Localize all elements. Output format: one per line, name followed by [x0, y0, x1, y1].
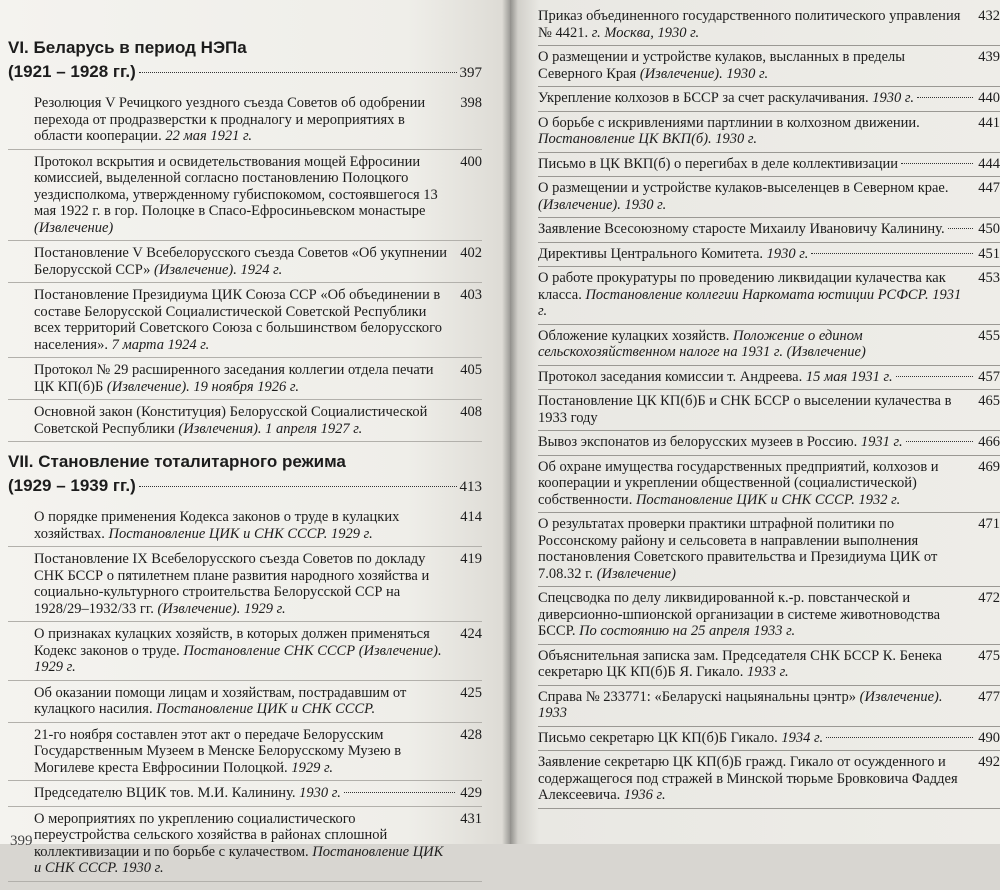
toc-entry-content [538, 730, 823, 747]
toc-entry-title: Письмо в ЦК ВКП(б) о перегибах в деле коллективизации [538, 155, 899, 172]
toc-entry-title: Председателю ВЦИК тов. М.И. Калинину. [34, 785, 296, 801]
right-page [510, 0, 1000, 844]
toc-entry-page: 475 [978, 647, 1000, 664]
toc-entry-title: О мероприятиях по укреплению социалистического переустройства сельского хозяйства в районах сплошной коллективизации и по борьбе с кулачеством. [34, 810, 388, 860]
toc-entry-line [538, 328, 1000, 361]
dot-leader [344, 792, 455, 793]
toc-entry-page: 424 [460, 626, 482, 642]
toc-entry-line [538, 369, 1000, 386]
toc-entry-page: 471 [978, 516, 1000, 532]
toc-entry [538, 153, 1000, 178]
toc-entry-title: Постановление ЦК КП(б)Б и СНК БССР о выселении кулачества в 1933 году [538, 393, 952, 426]
toc-entry-content [538, 434, 903, 451]
toc-entry-content [34, 785, 341, 802]
toc-entry [538, 751, 1000, 809]
toc-entry-source: 1933 г. [746, 664, 789, 680]
toc-entry-title: Основной закон (Конституция) Белорусской Социалистической Советской Республики [34, 404, 428, 437]
toc-entry-source: 1931 г. [860, 434, 903, 450]
toc-entry [538, 6, 1000, 46]
toc-entry [538, 267, 1000, 325]
toc-entry-source: (Извлечение). 1929 г. [157, 600, 286, 617]
toc-entry-source: 1930 г. [766, 245, 809, 262]
toc-entry-content [538, 115, 970, 148]
toc-entry-line [34, 362, 482, 395]
toc-entry-page: 398 [460, 95, 482, 111]
toc-entry [8, 723, 482, 782]
toc-entry-page: 469 [978, 458, 1000, 475]
toc-entry-title: О работе прокуратуры по проведению ликвидации кулачества как класса. [538, 270, 946, 303]
toc-entry-line [34, 626, 482, 676]
toc-entry-line [538, 393, 1000, 426]
toc-entry-line [538, 459, 1000, 509]
toc-entry-page: 490 [978, 729, 1000, 746]
toc-entry-content [34, 509, 452, 542]
toc-entry-title: О признаках кулацких хозяйств, в которых должен применяться Кодекс законов о труде. [34, 626, 430, 659]
toc-entry [8, 622, 482, 681]
section-title: VI. Беларусь в период НЭПа [8, 38, 247, 57]
toc-entry-source: 1934 г. [781, 729, 824, 746]
toc-entry-line [538, 730, 1000, 747]
toc-entry-content [538, 459, 970, 509]
toc-entry-title: Укрепление колхозов в БССР за счет раскулачивания. [538, 90, 869, 106]
dot-leader [139, 72, 457, 73]
toc-entry-line [538, 590, 1000, 640]
toc-entry-title: Объяснительная записка зам. Председателя СНК БССР К. Бенека секретарю ЦК КП(б)Б Я. Гикало. [538, 647, 942, 680]
toc-entry-source: 1929 г. [291, 759, 334, 776]
toc-entry-content [34, 685, 452, 718]
toc-entry-content [34, 404, 452, 437]
toc-entry [8, 781, 482, 807]
toc-entry-line [34, 154, 482, 237]
toc-entry-content [538, 246, 808, 263]
toc-entry [8, 91, 482, 150]
toc-entry-line [34, 245, 482, 278]
toc-entry-line [538, 221, 1000, 238]
toc-entry-content [538, 516, 970, 582]
toc-entry [538, 177, 1000, 218]
right-column [538, 6, 1000, 809]
toc-entry-source: Постановление СНК СССР (Извлечение). 1929 г. [34, 642, 442, 675]
toc-entry-source: 22 мая 1921 г. [165, 128, 253, 144]
toc-entry-source: 7 марта 1924 г. [111, 336, 210, 353]
toc-entry-page: 429 [460, 785, 482, 801]
toc-entry-line [538, 648, 1000, 681]
toc-entry-page: 400 [460, 153, 482, 170]
toc-entry-page: 431 [460, 810, 482, 827]
toc-entry-title: Заявление Всесоюзному старосте Михаилу Ивановичу Калинину. [538, 221, 945, 237]
toc-entry-source: 1930 г. [872, 90, 914, 106]
dot-leader [948, 228, 974, 229]
dot-leader [826, 737, 973, 738]
dot-leader [896, 376, 974, 377]
toc-entry-content [34, 727, 452, 777]
toc-entry [8, 283, 482, 358]
toc-entry-content [538, 648, 970, 681]
toc-entry [538, 645, 1000, 686]
toc-entry-line [34, 95, 482, 145]
toc-entry-page: 492 [978, 754, 1000, 770]
toc-entry-title: Постановление Президиума ЦИК Союза ССР «Об объединении в составе Белорусской Социалистической Советской Республики всех территорий Советского Союза с большинством белорусского населения». [34, 287, 442, 353]
toc-entry-title: Обложение кулацких хозяйств. [538, 327, 730, 344]
toc-entry-title: Письмо секретарю ЦК КП(б)Б Гикало. [538, 729, 778, 746]
toc-entry-title: 21-го ноября составлен этот акт о передаче Белорусским Государственным Музеем в Менске Белорусскому Музею в Могилеве креста Евфросинии Полоцкой. [34, 726, 402, 776]
toc-entry-line [34, 727, 482, 777]
left-column [8, 36, 482, 890]
toc-entry-title: Справа № 233771: «Беларускі нацыянальны цэнтр» [538, 688, 856, 705]
toc-entry-page: 408 [460, 404, 482, 420]
toc-entry [538, 727, 1000, 752]
toc-entry [8, 150, 482, 242]
toc-entry-page: 444 [978, 155, 1000, 172]
toc-entry-content [538, 689, 970, 722]
toc-entry-page: 432 [978, 8, 1000, 24]
dot-leader [811, 253, 973, 254]
toc-entry-page: 403 [460, 287, 482, 303]
toc-entry-source: Постановление ЦИК и СНК СССР. 1929 г. [108, 525, 373, 542]
toc-entry-line [538, 90, 1000, 107]
section-years: (1929 – 1939 гг.) [8, 476, 136, 495]
toc-entry-content [538, 393, 970, 426]
toc-entry-line [538, 754, 1000, 804]
toc-entry-content [34, 626, 452, 676]
toc-entry-content [538, 328, 970, 361]
toc-entry-content [538, 369, 893, 386]
toc-entry-title: Директивы Центрального Комитета. [538, 245, 764, 262]
toc-entry [538, 218, 1000, 243]
toc-entry-source: Постановление ЦИК и СНК СССР. 1932 г. [635, 491, 901, 508]
toc-entry-title: Спецсводка по делу ликвидированной к.-р. повстанческой и диверсионно-шпионской организации в системе животноводства БССР. [538, 590, 941, 639]
dot-leader [139, 486, 457, 487]
toc-entry [8, 505, 482, 547]
toc-entry-title: Резолюция V Речицкого уездного съезда Советов об одобрении перехода от продразверстки к продналогу и мероприятиях в области кооперации. [34, 95, 426, 144]
toc-entry-line [538, 516, 1000, 582]
toc-entry-page: 441 [978, 114, 1000, 131]
toc-entry-page: 451 [978, 245, 1000, 262]
toc-entry [8, 241, 482, 283]
toc-entry-line [538, 270, 1000, 320]
toc-entry [8, 400, 482, 442]
toc-entry [8, 358, 482, 400]
toc-entry-source: (Извлечения). 1 апреля 1927 г. [178, 420, 363, 437]
section-years: (1921 – 1928 гг.) [8, 62, 136, 81]
toc-entry-page: 414 [460, 509, 482, 525]
toc-entry-title: О результатах проверки практики штрафной политики по Россонскому району и сельсовета в направлении выполнения постановления Советского правительства и Президиума ЦИК от 7.08.32 г. [538, 516, 938, 582]
toc-entry-source: Положение о едином сельскохозяйственном налоге на 1931 г. (Извлечение) [538, 327, 866, 360]
toc-entry-line [34, 551, 482, 617]
toc-entry [8, 547, 482, 622]
book-gutter [502, 0, 518, 844]
toc-entry-title: О борьбе с искривлениями партлинии в колхозном движении. [538, 114, 920, 131]
toc-entry-page: 453 [978, 270, 1000, 286]
toc-entry-page: 419 [460, 551, 482, 567]
toc-entry-line [538, 49, 1000, 82]
toc-entry-source: 1930 г. [299, 785, 341, 801]
toc-entry-title: Вывоз экспонатов из белорусских музеев в Россию. [538, 434, 858, 450]
toc-entry-page: 472 [978, 590, 1000, 606]
toc-entry-title: Об охране имущества государственных предприятий, колхозов и кооперации и укреплении общественной (социалистической) собственности. [538, 458, 939, 508]
toc-entry [538, 587, 1000, 645]
dot-leader [906, 441, 974, 442]
toc-entry-content [538, 221, 945, 238]
toc-entry-content [34, 95, 452, 145]
toc-entry-title: Заявление секретарю ЦК КП(б)Б гражд. Гикало от осужденного и содержащегося под стражей в Минской тюрьме Бровковича Фаддея Алексеевича. [538, 754, 958, 803]
toc-entry-page: 405 [460, 362, 482, 378]
toc-entry-line [538, 434, 1000, 451]
toc-entry-source: (Извлечение). 19 ноября 1926 г. [106, 378, 299, 395]
toc-entry-title: О размещении и устройстве кулаков, высланных в пределы Северного Края [538, 49, 905, 82]
toc-entry-content [34, 362, 452, 395]
section-title: VII. Становление тоталитарного режима [8, 452, 346, 471]
toc-entry-content [34, 287, 452, 353]
toc-entry-page: 402 [460, 245, 482, 261]
toc-section [8, 450, 482, 499]
toc-entry-line [34, 685, 482, 718]
toc-entry-source: (Извлечение) [596, 565, 676, 582]
toc-entry-title: Приказ объединенного государственного политического управления № 4421. [538, 8, 961, 41]
toc-entry [538, 431, 1000, 456]
toc-entry-page: 466 [978, 434, 1000, 450]
toc-entry [538, 456, 1000, 514]
toc-entry-source: По состоянию на 25 апреля 1933 г. [579, 623, 796, 639]
toc-entry-source: 15 мая 1931 г. [805, 368, 893, 385]
toc-entry-page: 439 [978, 49, 1000, 65]
toc-entry-page: 455 [978, 327, 1000, 344]
toc-entry-source: (Извлечение). 1924 г. [154, 261, 283, 278]
toc-entry-line [538, 156, 1000, 173]
toc-entry-content [34, 245, 452, 278]
toc-entry-source: Постановление ЦИК и СНК СССР. 1930 г. [34, 843, 444, 876]
toc-entry-page: 428 [460, 726, 482, 743]
toc-section [8, 36, 482, 85]
toc-entry-source: Постановление ЦК ВКП(б). 1930 г. [538, 131, 758, 147]
toc-entry-source: (Извлечение) [34, 219, 114, 236]
toc-entry-page: 457 [978, 368, 1000, 385]
toc-entry-line [538, 115, 1000, 148]
toc-entry-line [538, 246, 1000, 263]
toc-entry-source: (Извлечение). 1930 г. [538, 196, 667, 213]
dot-leader [917, 97, 973, 98]
toc-entry-content [538, 49, 970, 82]
section-page: 413 [459, 479, 482, 495]
toc-entry-title: Протокол вскрытия и освидетельствования мощей Ефросинии комиссией, выделенной согласно постановлению Полоцкого уездисполкома, утвержденному губиспокомом, состоявшегося 13 мая 1922 г. в гор. Полоцке в Спасо-Ефросиньевском монастыре [34, 153, 438, 219]
toc-entry-page: 425 [460, 684, 482, 701]
toc-entry-content [538, 590, 970, 640]
toc-entry-line [34, 509, 482, 542]
toc-entry-page: 450 [978, 221, 1000, 237]
toc-entry-line [538, 180, 1000, 213]
toc-entry-page: 465 [978, 393, 1000, 409]
toc-entry [538, 87, 1000, 112]
toc-entry [8, 807, 482, 882]
toc-entry-content [34, 811, 452, 877]
toc-entry-content [538, 156, 898, 173]
dot-leader [901, 163, 973, 164]
toc-entry [8, 681, 482, 723]
toc-entry-title: Протокол № 29 расширенного заседания коллегии отдела печати ЦК КП(б)Б [34, 362, 434, 395]
toc-entry-title: Постановление IX Всебелорусского съезда Советов по докладу СНК БССР о пятилетнем плане развития народного хозяйства и социально-культурного строительства Белорусской ССР на 1928/29–1932/33 гг. [34, 551, 430, 617]
toc-entry-line [538, 689, 1000, 722]
toc-entry-content [538, 754, 970, 804]
page-number: 399 [10, 833, 33, 849]
toc-entry-source: Постановление коллегии Наркомата юстиции РСФСР. 1931 г. [538, 286, 962, 319]
toc-entry-line [34, 811, 482, 877]
toc-entry [538, 46, 1000, 87]
toc-entry [538, 513, 1000, 587]
toc-entry [538, 390, 1000, 431]
toc-entry-line [34, 404, 482, 437]
toc-entry-page: 477 [978, 688, 1000, 705]
section-title-line [8, 474, 482, 499]
toc-entry-source: (Извлечение). 1930 г. [639, 65, 769, 82]
section-page: 397 [459, 65, 482, 81]
toc-entry-title: Об оказании помощи лицам и хозяйствам, пострадавшим от кулацкого насилия. [34, 684, 407, 717]
toc-entry-title: О размещении и устройстве кулаков-выселенцев в Северном крае. [538, 180, 949, 196]
toc-entry [538, 112, 1000, 153]
toc-entry-page: 447 [978, 180, 1000, 196]
section-title-line [8, 60, 482, 85]
toc-entry-content [538, 90, 914, 107]
toc-entry-line [538, 8, 1000, 41]
toc-entry [538, 243, 1000, 268]
toc-entry [538, 366, 1000, 391]
toc-entry-content [34, 154, 452, 237]
toc-entry-title: Постановление V Всебелорусского съезда Советов «Об укупнении Белорусской ССР» [34, 245, 447, 278]
toc-entry-title: О порядке применения Кодекса законов о труде в кулацких хозяйствах. [34, 509, 400, 542]
toc-entry-line [34, 785, 482, 802]
toc-entry-source: (Извлечение). 1933 [538, 688, 943, 721]
toc-entry-content [538, 8, 970, 41]
toc-entry-page: 440 [978, 90, 1000, 106]
toc-entry-line [34, 287, 482, 353]
toc-entry-content [538, 270, 970, 320]
toc-entry-content [34, 551, 452, 617]
toc-entry [538, 325, 1000, 366]
toc-entry-source: Постановление ЦИК и СНК СССР. [156, 701, 376, 717]
toc-entry-content [538, 180, 970, 213]
toc-entry-source: 1936 г. [623, 787, 666, 803]
toc-entry [538, 686, 1000, 727]
toc-entry-title: Протокол заседания комиссии т. Андреева. [538, 368, 803, 385]
toc-entry-source: г. Москва, 1930 г. [591, 24, 700, 41]
